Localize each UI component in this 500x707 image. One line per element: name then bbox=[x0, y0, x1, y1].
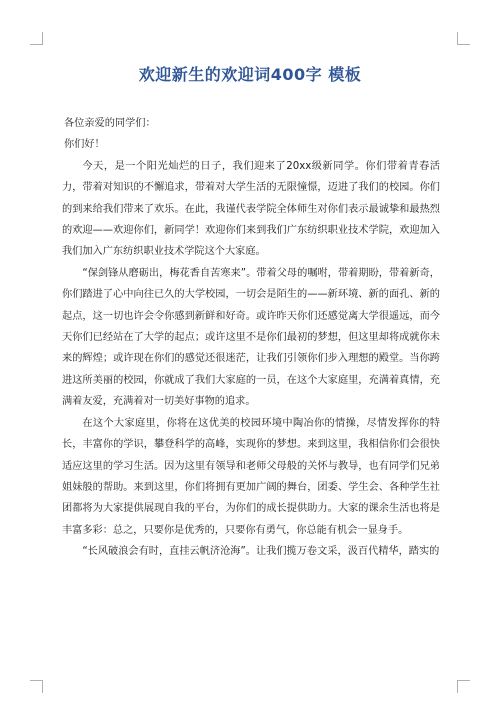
body-paragraph-1: 今天，是一个阳光灿烂的日子，我们迎来了20xx级新同学。你们带着青春活力，带着对知识的不懈追求，带着对大学生活的无限憧憬，迈进了我们的校园。你们的到来给我们带来了欢乐。在此，我谨代表学院全体师生对你们表示最诚挚和最热烈的欢迎——欢迎你们，新同学！欢迎你们来到我们广东纺织职业技术学院，欢迎加入我们加入广东纺织职业技术学院这个大家庭。 bbox=[62, 160, 440, 258]
greeting: 你们好！ bbox=[64, 139, 105, 151]
body-paragraph-4: “长风破浪会有时，直挂云帆济沧海”。让我们揽万卷文采，汲百代精华，踏实的 bbox=[82, 546, 440, 558]
document-body bbox=[62, 113, 440, 563]
page-corner-mark-top-right bbox=[457, 32, 470, 45]
body-paragraph-2: “保剑锋从磨砺出，梅花香自苦寒来”。带着父母的嘱咐，带着期盼，带着新奇，你们踏进了心中向往已久的大学校园，一切会是陌生的——新环境、新的面孔、新的起点，这一切也许会令你感到新鲜和好奇。或许昨天你们还感觉离大学很遥远，而今天你们已经站在了大学的起点；或许这里不是你们最初的梦想，但这里却将成就你未来的辉煌；或许现在你们的感觉还很迷茫，让我们引领你们步入理想的殿堂。当你跨进这所美丽的校园，你就成了我们大家庭的一员，在这个大家庭里，充满着真情，充满着友爱，充满着对一切美好事物的追求。 bbox=[62, 267, 440, 408]
document-title: 欢迎新生的欢迎词400字 模板 bbox=[138, 65, 362, 84]
body-paragraph-3: 在这个大家庭里，你将在这优美的校园环境中陶冶你的情操，尽情发挥你的特长，丰富你的学识，攀登科学的高峰，实现你的梦想。来到这里，我相信你们会很快适应这里的学习生活。因为这里有领导和老师父母般的关怀与教导，也有同学们兄弟姐妹般的帮助。来到这里，你们将拥有更加广阔的舞台，团委、学生会、各种学生社团都将为大家提供展现自我的平台，为你们的成长提供助力。大家的课余生活也将是丰富多彩：总之，只要你是优秀的，只要你有勇气，你总能有机会一显身手。 bbox=[62, 417, 440, 536]
page-corner-mark-bottom-right bbox=[457, 680, 470, 693]
page-corner-mark-top-left bbox=[30, 32, 43, 45]
salutation: 各位亲爱的同学们： bbox=[64, 118, 156, 129]
page-corner-mark-bottom-left bbox=[30, 680, 43, 693]
